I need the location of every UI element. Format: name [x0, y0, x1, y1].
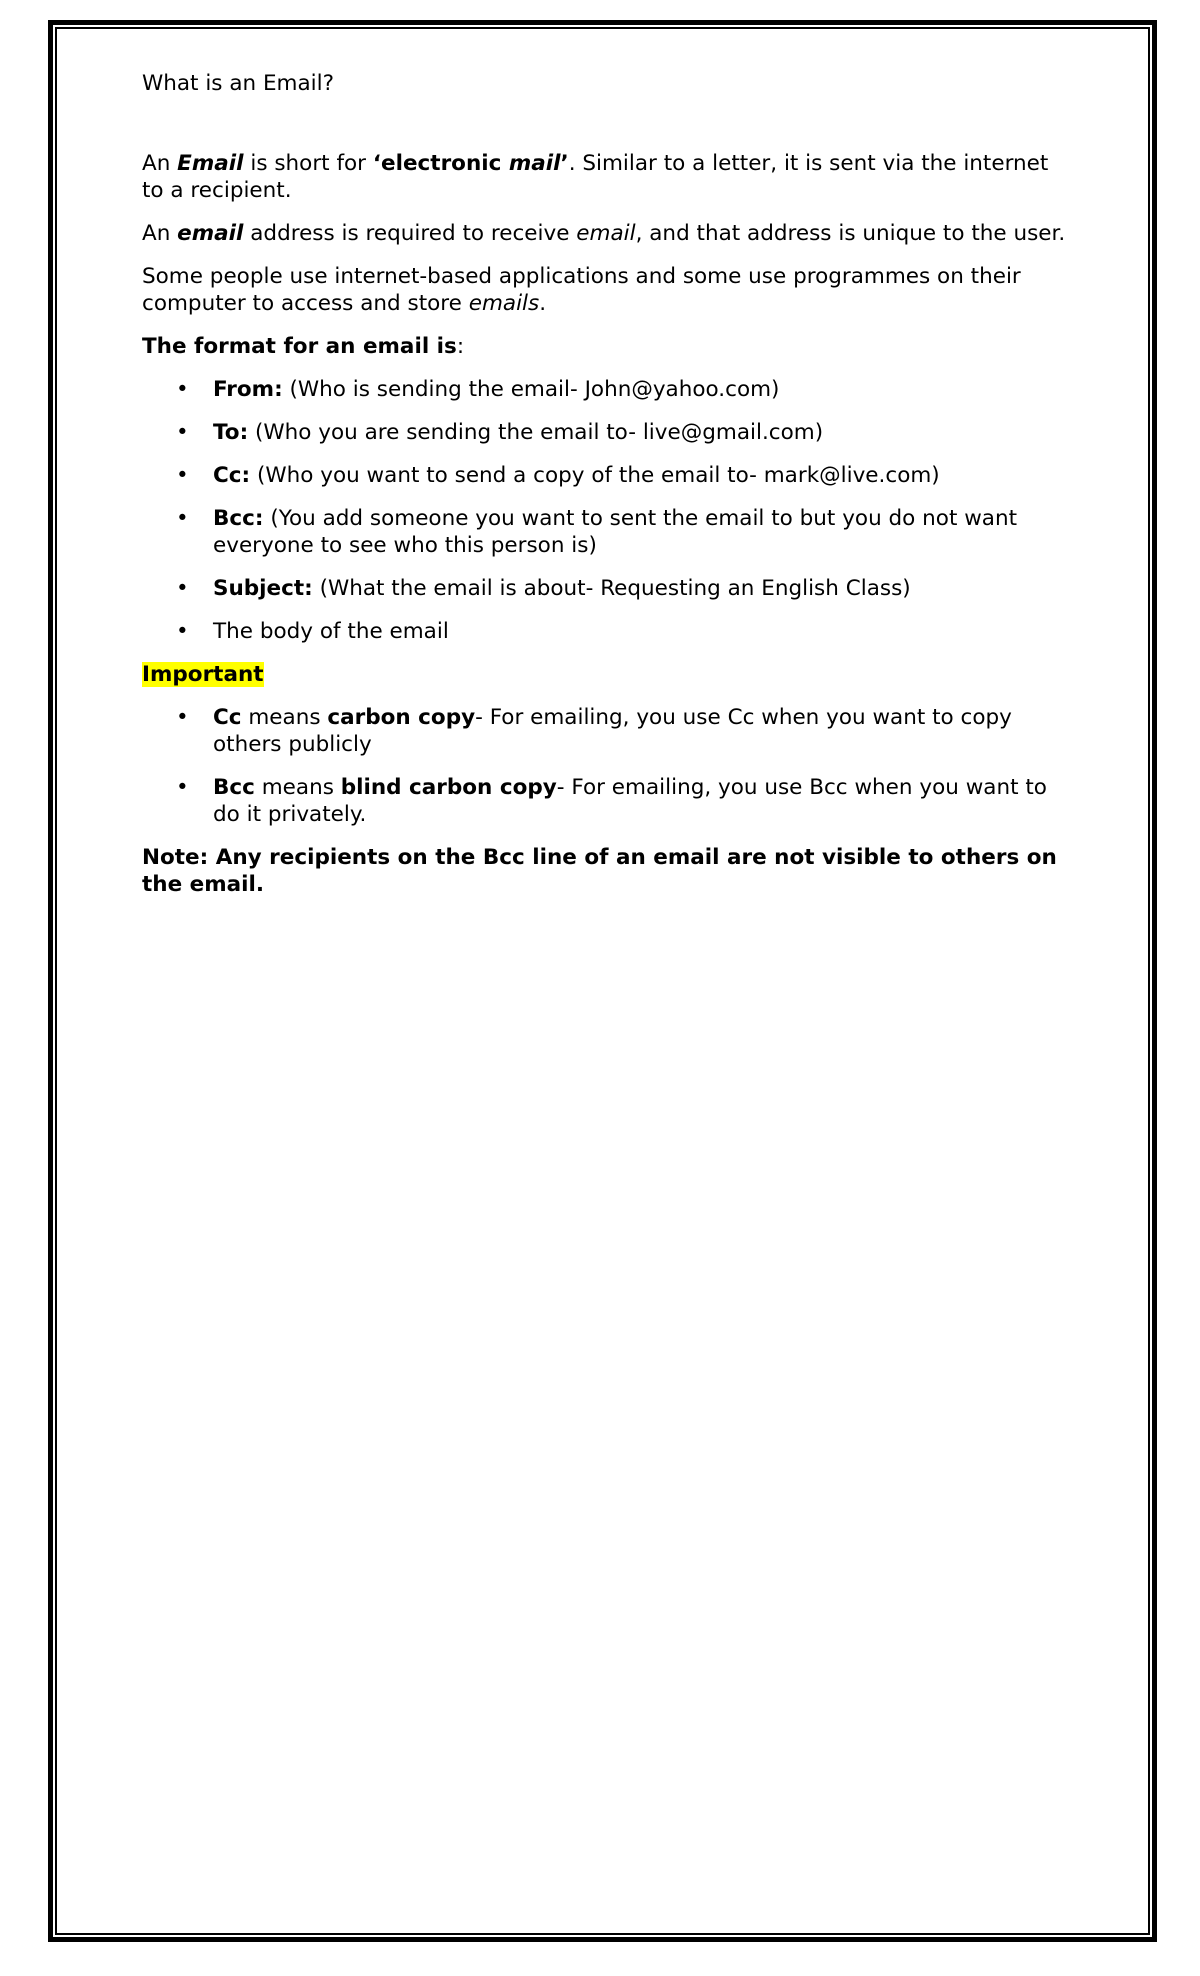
document-body — [142, 70, 1072, 898]
bullet-icon: • — [176, 705, 189, 730]
important-heading: Important — [142, 662, 264, 687]
list-item-subject: • Subject: (What the email is about- Requesting an English Class) — [176, 576, 911, 601]
bullet-icon: • — [176, 775, 189, 800]
list-item-from: • From: (Who is sending the email- John@yahoo.com) — [176, 377, 780, 402]
bullet-icon: • — [176, 377, 189, 402]
bullet-icon: • — [176, 463, 189, 488]
bullet-icon: • — [176, 420, 189, 445]
list-item-bcc-definition: • Bcc means blind carbon copy- For emailing, you use Bcc when you want to do it privately. — [176, 775, 1047, 827]
bullet-icon: • — [176, 619, 189, 644]
format-heading: The format for an email is: — [142, 334, 465, 359]
list-item-cc: • Cc: (Who you want to send a copy of the email to- mark@live.com) — [176, 463, 940, 488]
bullet-icon: • — [176, 576, 189, 601]
list-item-cc-definition: • Cc means carbon copy- For emailing, you use Cc when you want to copy others publicly — [176, 705, 1012, 757]
paragraph-email-applications: Some people use internet-based applications and some use programmes on their computer to access and store emails. — [142, 264, 1021, 316]
list-item-body: • The body of the email — [176, 619, 449, 644]
important-list — [142, 704, 1072, 828]
list-item-bcc: • Bcc: (You add someone you want to sent the email to but you do not want everyone to see who this person is) — [176, 506, 1018, 558]
paragraph-email-address: An email address is required to receive email, and that address is unique to the user. — [142, 221, 1066, 246]
bullet-icon: • — [176, 506, 189, 531]
document-title: What is an Email? — [142, 71, 335, 96]
note-text: Note: Any recipients on the Bcc line of an email are not visible to others on the email. — [142, 845, 1057, 897]
important-heading-wrap — [142, 661, 1072, 688]
list-item-to: • To: (Who you are sending the email to- live@gmail.com) — [176, 420, 824, 445]
paragraph-email-definition: An Email is short for ‘electronic mail’. Similar to a letter, it is sent via the internet to a recipient. — [142, 151, 1049, 203]
format-list — [142, 376, 1072, 645]
